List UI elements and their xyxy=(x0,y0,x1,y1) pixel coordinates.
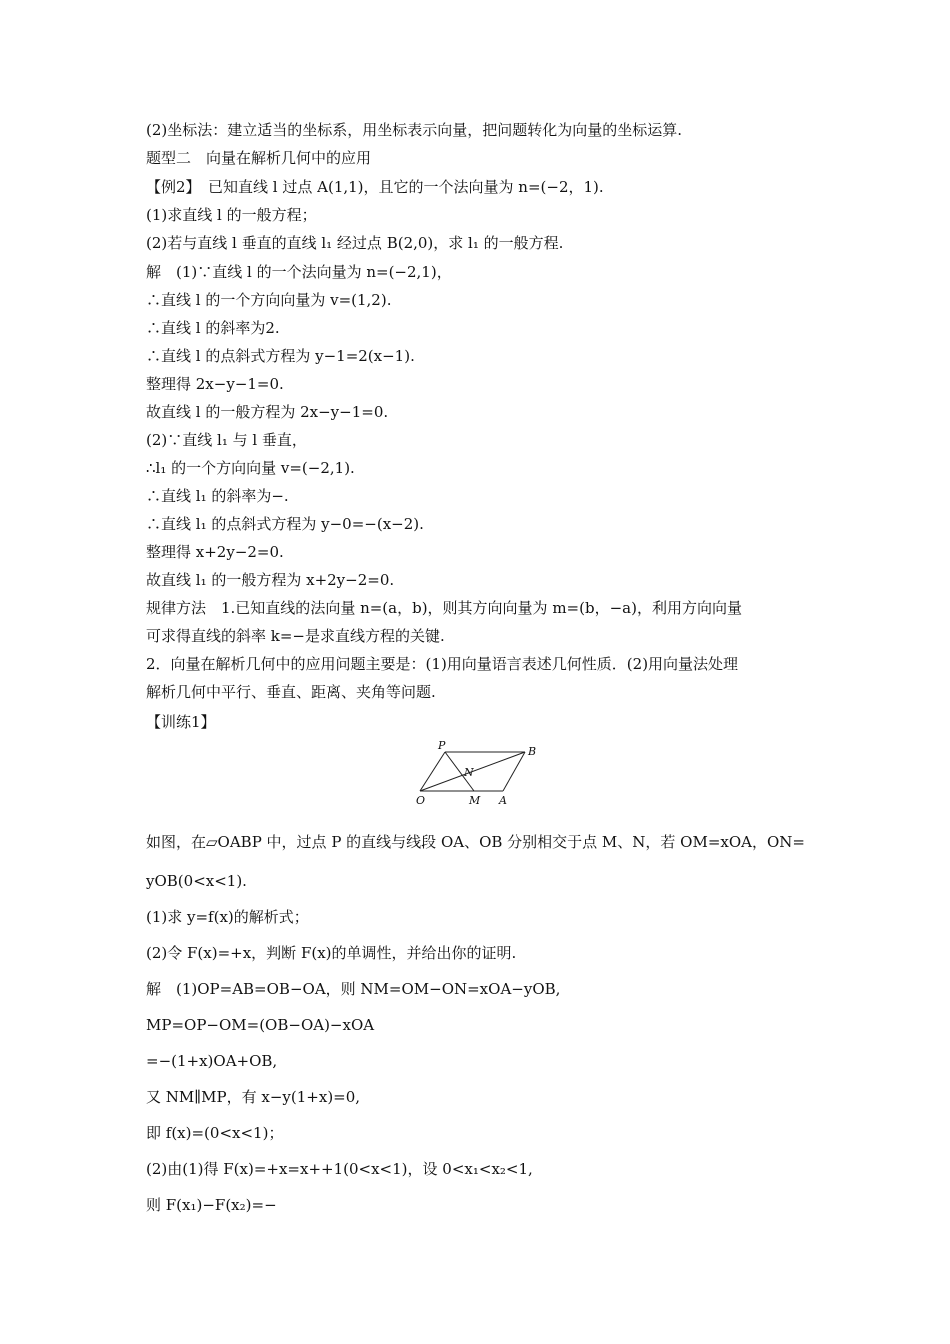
parallelogram-diagram xyxy=(408,738,544,812)
label-o: O xyxy=(416,794,426,807)
solution-line: (2)由(1)得 F(x)=+x=x++1(0<x<1)，设 0<x₁<x₂<1, xyxy=(146,1160,533,1178)
example-statement: 【例2】 已知直线 l 过点 A(1,1)，且它的一个法向量为 n=(−2，1). xyxy=(146,178,604,196)
solution-line: ∴直线 l 的一个方向向量为 v=(1,2). xyxy=(146,291,392,309)
question-1: (1)求直线 l 的一般方程； xyxy=(146,206,317,224)
solution-line: 解 (1)∵直线 l 的一个法向量为 n=(−2,1)， xyxy=(146,263,452,281)
solution-line: ∴直线 l₁ 的斜率为−. xyxy=(146,487,289,505)
label-b: B xyxy=(528,745,537,758)
segment-ab xyxy=(503,752,525,791)
text-line: (2)坐标法：建立适当的坐标系，用坐标表示向量，把问题转化为向量的坐标运算. xyxy=(146,121,683,139)
label-m: M xyxy=(469,794,481,807)
solution-line: ∴直线 l₁ 的点斜式方程为 y−0=−(x−2). xyxy=(146,515,424,533)
method-note: 可求得直线的斜率 k=−是求直线方程的关键. xyxy=(146,627,445,645)
exercise-heading: 【训练1】 xyxy=(146,713,216,731)
method-note: 解析几何中平行、垂直、距离、夹角等问题. xyxy=(146,683,436,701)
method-note: 2．向量在解析几何中的应用问题主要是：(1)用向量语言表述几何性质．(2)用向量法处理 xyxy=(146,655,739,673)
label-n: N xyxy=(464,766,474,779)
solution-line: 即 f(x)=(0<x<1)； xyxy=(146,1124,284,1142)
segment-op xyxy=(420,752,445,791)
label-p: P xyxy=(438,739,446,752)
solution-line: 解 (1)OP=AB=OB−OA，则 NM=OM−ON=xOA−yOB, xyxy=(146,980,561,998)
label-a: A xyxy=(499,794,507,807)
solution-line: 又 NM∥MP，有 x−y(1+x)=0, xyxy=(146,1088,361,1106)
solution-line: 故直线 l 的一般方程为 2x−y−1=0. xyxy=(146,403,389,421)
exercise-statement: 如图，在▱OABP 中，过点 P 的直线与线段 OA、OB 分别相交于点 M、N，若 OM=xOA，ON= xyxy=(146,833,805,851)
solution-line: ∴直线 l 的点斜式方程为 y−1=2(x−1). xyxy=(146,347,415,365)
section-heading: 题型二 向量在解析几何中的应用 xyxy=(146,149,372,167)
method-note: 规律方法 1.已知直线的法向量 n=(a，b)，则其方向向量为 m=(b，−a)，利用方向向量 xyxy=(146,599,742,617)
exercise-statement: yOB(0<x<1). xyxy=(146,872,247,890)
solution-line: ∴l₁ 的一个方向向量 v=(−2,1). xyxy=(146,459,355,477)
solution-line: 则 F(x₁)−F(x₂)=− xyxy=(146,1196,277,1214)
solution-line: MP=OP−OM=(OB−OA)−xOA xyxy=(146,1016,375,1034)
question-2: (2)令 F(x)=+x，判断 F(x)的单调性，并给出你的证明. xyxy=(146,944,517,962)
solution-line: ∴直线 l 的斜率为2. xyxy=(146,319,280,337)
solution-line: =−(1+x)OA+OB, xyxy=(146,1052,278,1070)
question-1: (1)求 y=f(x)的解析式； xyxy=(146,908,309,926)
solution-line: 整理得 x+2y−2=0. xyxy=(146,543,284,561)
parallelogram-figure xyxy=(408,738,544,812)
solution-line: 整理得 2x−y−1=0. xyxy=(146,375,284,393)
solution-line: 故直线 l₁ 的一般方程为 x+2y−2=0. xyxy=(146,571,395,589)
solution-line: (2)∵直线 l₁ 与 l 垂直， xyxy=(146,431,307,449)
question-2: (2)若与直线 l 垂直的直线 l₁ 经过点 B(2,0)，求 l₁ 的一般方程. xyxy=(146,234,564,252)
